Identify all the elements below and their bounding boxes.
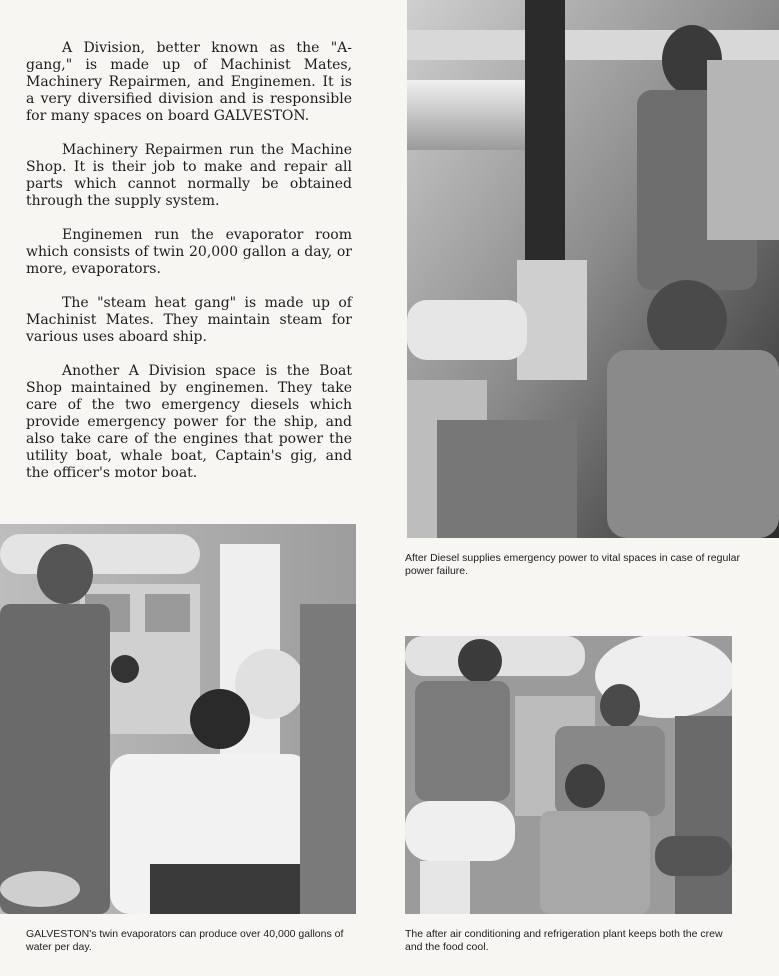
caption-after-diesel: After Diesel supplies emergency power to vital spaces in case of regular power failure. (405, 552, 740, 577)
photo-after-diesel (407, 0, 779, 538)
after-diesel-image (407, 0, 779, 538)
caption-evaporators: GALVESTON's twin evaporators can produce over 40,000 gallons of water per day. (26, 928, 344, 953)
paragraph-a-division: A Division, better known as the "A-gang," is made up of Machinist Mates, Machinery Repairmen, and Enginemen. It is a very diversified division and is responsible for many spaces on board GALVESTON. (26, 40, 352, 124)
paragraph-enginemen: Enginemen run the evaporator room which consists of twin 20,000 gallon a day, or more, evaporators. (26, 227, 352, 277)
photo-evaporators (0, 524, 356, 914)
paragraph-machinery-repairmen: Machinery Repairmen run the Machine Shop. It is their job to make and repair all parts which cannot normally be obtained through the supply system. (26, 142, 352, 209)
caption-air-conditioning: The after air conditioning and refrigeration plant keeps both the crew and the food cool. (405, 928, 723, 953)
paragraph-steam-heat-gang: The "steam heat gang" is made up of Machinist Mates. They maintain steam for various uses aboard ship. (26, 295, 352, 345)
photo-air-conditioning (405, 636, 732, 914)
air-conditioning-image (405, 636, 732, 914)
article-text (26, 40, 352, 499)
evaporators-image (0, 524, 356, 914)
paragraph-boat-shop: Another A Division space is the Boat Shop maintained by enginemen. They take care of the two emergency diesels which provide emergency power for the ship, and also take care of the engines that power the utility boat, whale boat, Captain's gig, and the officer's motor boat. (26, 363, 352, 481)
